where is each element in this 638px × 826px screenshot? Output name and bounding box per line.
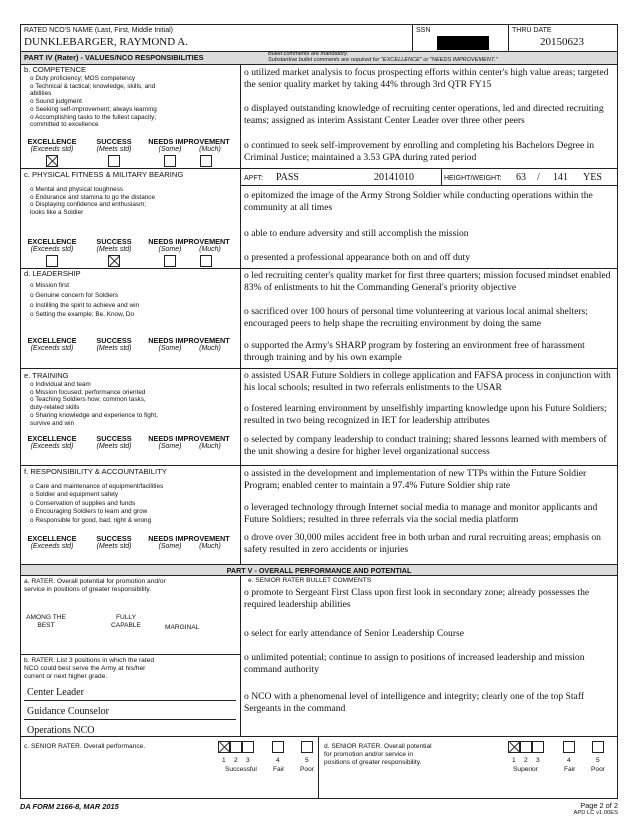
- rate-excellence: EXCELLENCE: [27, 434, 77, 443]
- fitness-items: [30, 186, 235, 217]
- form-version: APD LC v1.00ES: [573, 810, 618, 816]
- rate-excellence-sub: (Exceeds std): [30, 146, 74, 153]
- training-bullet-1: o assisted USAR Future Soldiers in college application and FAFSA process in conjunction with his local schools; resulted in two referrals enlistments to the USAR: [244, 370, 611, 393]
- fitness-bullet-1: o epitomized the image of the Army Strong Soldier while conducting operations within the community at all times: [244, 190, 593, 213]
- list-item: o Genuine concern for Soldiers: [30, 291, 119, 299]
- list-item: o Displaying confidence and enthusiasm;: [30, 201, 147, 209]
- page-number: Page 2 of 2: [580, 801, 618, 810]
- list-item: committed to excellence: [30, 121, 99, 129]
- competence-needs-some-checkbox[interactable]: [164, 155, 176, 167]
- rate-needs-much: (Much): [199, 443, 221, 450]
- marginal-label: MARGINAL: [165, 624, 200, 631]
- potential-word-poor: Poor: [591, 766, 605, 773]
- training-bullet-3: o selected by company leadership to conduct training; shared lessons learned with members of the unit showing a desire for higher level organizational success: [244, 434, 607, 457]
- fitness-success-checkbox[interactable]: [108, 255, 120, 267]
- rater-potential-label-2: service in positions of greater responsibility.: [24, 586, 152, 593]
- height-value: 63: [516, 172, 526, 183]
- senior-potential-label-2: for promotion and/or service in: [324, 751, 414, 758]
- form-number: DA FORM 2166-8, MAR 2015: [20, 802, 119, 811]
- fitness-needs-much-checkbox[interactable]: [200, 255, 212, 267]
- competence-items: [30, 75, 235, 129]
- height-weight-label: HEIGHT/WEIGHT:: [444, 175, 502, 182]
- part4-note1: Bullet comments are mandatory.: [268, 51, 349, 57]
- potential-num-3: 3: [536, 757, 540, 764]
- responsibility-bullet-1: o assisted in the development and implementation of new TTPs within the Future Soldier Program; enabled center to maintain a 97.4% Future Soldier ship rate: [244, 468, 587, 491]
- rate-excellence-sub: (Exceeds std): [30, 246, 74, 253]
- performance-word-fair: Fair: [273, 766, 285, 773]
- competence-success-checkbox[interactable]: [108, 155, 120, 167]
- leadership-title: d. LEADERSHIP: [24, 269, 81, 278]
- training-bullet-2: o fostered learning environment by unselfishly imparting knowledge upon his Future Soldiers; resulted in two being recognized in IET for leadership attributes: [244, 403, 607, 426]
- potential-box-3[interactable]: [532, 741, 544, 753]
- rate-excellence: EXCELLENCE: [27, 534, 77, 543]
- potential-word-fair: Fair: [564, 766, 576, 773]
- among-best-label: [24, 614, 68, 630]
- rate-success: SUCCESS: [96, 237, 132, 246]
- senior-potential-label-3: positions of greater responsibility.: [324, 759, 422, 766]
- list-item: o Conservation of supplies and funds: [30, 499, 136, 507]
- rate-success: SUCCESS: [96, 336, 132, 345]
- rater-potential-label-1: a. RATER. Overall potential for promotion and/or: [24, 578, 166, 585]
- part4-title: PART IV (Rater) - VALUES/NCO RESPONSIBILITIES: [24, 53, 204, 62]
- performance-word-poor: Poor: [300, 766, 314, 773]
- rate-needs-some: (Some): [158, 146, 182, 153]
- list-item: o Individual and team: [30, 381, 91, 388]
- rate-success: SUCCESS: [96, 137, 132, 146]
- potential-box-2[interactable]: [520, 741, 532, 753]
- rate-needs-much: (Much): [199, 146, 221, 153]
- list-item: looks like a Soldier: [30, 209, 84, 217]
- competence-bullet-2: o displayed outstanding knowledge of recruiting center operations, led and directed recruiting teams; assigned as interim Assistant Center Leader over three other peers: [244, 103, 604, 126]
- list-item: o Mission first: [30, 282, 70, 289]
- rater-positions-label-3: current or next higher grade.: [24, 673, 108, 680]
- list-item: o Duty proficiency; MOS competency: [30, 75, 136, 82]
- apft-date: 20141010: [374, 172, 414, 183]
- competence-needs-much-checkbox[interactable]: [200, 155, 212, 167]
- senior-bullet-1: o promote to Sergeant First Class upon first look in secondary zone; already possesses the required leadership abilities: [244, 587, 590, 610]
- potential-box-1[interactable]: [508, 741, 520, 753]
- weight-value: 141: [553, 172, 568, 183]
- rate-needs-some: (Some): [158, 543, 182, 550]
- competence-bullet-1: o utilized market analysis to focus prospecting efforts within center's high value areas; targeted the senior quality market by taking 44% through 3rd QTR FY15: [244, 67, 609, 90]
- training-title: e. TRAINING: [24, 371, 69, 380]
- list-item: o Mental and physical toughness: [30, 186, 124, 193]
- responsibility-bullet-3: o drove over 30,000 miles accident free in both urban and rural recruiting areas; emphasis on safety resulted in zero accidents or injuries: [244, 532, 601, 555]
- part5-title: PART V - OVERALL PERFORMANCE AND POTENTIAL: [226, 566, 412, 575]
- senior-bullet-4: o NCO with a phenomenal level of intelligence and integrity; clearly one of the top Staff Sergeants in the command: [244, 691, 585, 714]
- list-item: o Sharing knowledge and experience to fight,: [30, 411, 158, 419]
- hw-slash: /: [537, 172, 540, 183]
- rate-success-sub: (Meets std): [96, 543, 132, 550]
- thru-date-value: 20150623: [540, 36, 584, 48]
- list-item: o Encouraging Soldiers to learn and grow: [30, 508, 148, 516]
- rate-needs-much: (Much): [199, 345, 221, 352]
- performance-num-1: 1: [222, 757, 226, 764]
- rate-needs: NEEDS IMPROVEMENT: [148, 434, 230, 443]
- rate-needs-some: (Some): [158, 246, 182, 253]
- fitness-excellence-checkbox[interactable]: [46, 255, 58, 267]
- list-item: o Mission focused; performance oriented: [30, 388, 146, 396]
- ssn-label: SSN: [416, 27, 431, 34]
- performance-box-2[interactable]: [230, 741, 242, 753]
- list-item: o Responsible for good, bad, right & wrong: [30, 516, 152, 524]
- rate-needs: NEEDS IMPROVEMENT: [148, 534, 230, 543]
- apft-value: PASS: [276, 172, 299, 183]
- position-2: Guidance Counselor: [27, 706, 109, 717]
- list-item: o Technical & tactical; knowledge, skills, and: [30, 82, 156, 90]
- senior-potential-label-1: d. SENIOR RATER. Overall potential: [324, 743, 432, 750]
- rate-excellence-sub: (Exceeds std): [30, 345, 74, 352]
- potential-num-1: 1: [512, 757, 516, 764]
- performance-word-successful: Successful: [225, 766, 257, 773]
- competence-title: b. COMPETENCE: [24, 65, 87, 74]
- potential-num-4: 4: [567, 757, 571, 764]
- fitness-needs-some-checkbox[interactable]: [164, 255, 176, 267]
- list-item: o Instilling the spirit to achieve and win: [30, 301, 140, 309]
- performance-num-3: 3: [246, 757, 250, 764]
- rate-success-sub: (Meets std): [96, 246, 132, 253]
- rate-needs-much: (Much): [199, 543, 221, 550]
- fitness-title: c. PHYSICAL FITNESS & MILITARY BEARING: [24, 170, 184, 179]
- performance-box-5[interactable]: [301, 741, 313, 753]
- list-item: o Sound judgment: [30, 98, 82, 106]
- list-item: o Accomplishing tasks to the fullest capacity;: [30, 113, 157, 121]
- leadership-bullet-2: o sacrificed over 100 hours of personal time volunteering at various local animal shelters; encouraged peers to help shape the recruiting environment by doing the same: [244, 306, 588, 329]
- performance-box-3[interactable]: [242, 741, 254, 753]
- performance-box-1[interactable]: [218, 741, 230, 753]
- leadership-bullet-1: o led recruiting center's quality market for first three quarters; mission focused mindset enabled 83% of enlistments to hit the Commanding General's priority objective: [244, 270, 611, 293]
- list-item: abilities: [30, 90, 52, 98]
- potential-word-superior: Superior: [513, 766, 538, 773]
- rated-nco-name: DUNKLEBARGER, RAYMOND A.: [24, 36, 188, 48]
- list-item: o Soldier and equipment safety: [30, 491, 119, 499]
- senior-bullet-label: e. SENIOR RATER BULLET COMMENTS: [248, 577, 372, 584]
- fully-capable-label: [104, 614, 148, 630]
- senior-performance-label: c. SENIOR RATER. Overall performance.: [24, 743, 146, 750]
- best-text: BEST: [37, 622, 55, 629]
- rate-needs: NEEDS IMPROVEMENT: [148, 237, 230, 246]
- responsibility-bullet-2: o leveraged technology through Internet social media to manage and monitor applicants and Future Soldiers; resulted in three referrals via the social media platform: [244, 502, 598, 525]
- potential-num-2: 2: [524, 757, 528, 764]
- rate-success-sub: (Meets std): [96, 146, 132, 153]
- rate-needs: NEEDS IMPROVEMENT: [148, 137, 230, 146]
- ssn-redacted: [437, 36, 489, 50]
- hw-status: YES: [583, 172, 602, 183]
- rate-success: SUCCESS: [96, 534, 132, 543]
- competence-bullet-3: o continued to seek self-improvement by enrolling and completing his Bachelors Degree in Criminal Justice; maintained a 3.53 GPA during rated period: [244, 140, 595, 163]
- responsibility-title: f. RESPONSIBILITY & ACCOUNTABILITY: [24, 467, 167, 476]
- rate-needs: NEEDS IMPROVEMENT: [148, 336, 230, 345]
- training-items: [30, 381, 235, 427]
- rate-needs-some: (Some): [158, 443, 182, 450]
- senior-bullet-3: o unlimited potential; continue to assign to positions of increased leadership and mission command authority: [244, 652, 585, 675]
- list-item: duty-related skills: [30, 404, 80, 412]
- rate-success: SUCCESS: [96, 434, 132, 443]
- list-item: o Seeking self-improvement; always learning: [30, 105, 157, 113]
- performance-num-4: 4: [276, 757, 280, 764]
- list-item: o Teaching Soldiers how; common tasks,: [30, 396, 146, 404]
- list-item: o Care and maintenance of equipment/facilities: [30, 483, 164, 490]
- thru-date-label: THRU DATE: [512, 27, 552, 34]
- competence-excellence-checkbox[interactable]: [46, 155, 58, 167]
- rate-needs-some: (Some): [158, 345, 182, 352]
- fully-text: FULLY: [115, 614, 137, 621]
- senior-bullet-2: o select for early attendance of Senior Leadership Course: [244, 628, 465, 639]
- name-label: RATED NCO'S NAME (Last, First, Middle Initial): [24, 27, 174, 34]
- list-item: survive and win: [30, 419, 75, 427]
- performance-num-2: 2: [234, 757, 238, 764]
- rate-excellence: EXCELLENCE: [27, 336, 77, 345]
- rater-positions-label-1: b. RATER. List 3 positions in which the rated: [24, 657, 154, 664]
- performance-box-4[interactable]: [272, 741, 284, 753]
- rate-needs-much: (Much): [199, 246, 221, 253]
- position-3: Operations NCO: [27, 725, 95, 736]
- performance-num-5: 5: [305, 757, 309, 764]
- capable-text: CAPABLE: [111, 622, 141, 629]
- leadership-bullet-3: o supported the Army's SHARP program by fostering an environment free of harassment through training and by his own example: [244, 340, 585, 363]
- potential-num-5: 5: [596, 757, 600, 764]
- position-1: Center Leader: [27, 687, 84, 698]
- potential-box-5[interactable]: [592, 741, 604, 753]
- list-item: o Setting the example; Be, Know, Do: [30, 311, 135, 319]
- rate-success-sub: (Meets std): [96, 345, 132, 352]
- rate-success-sub: (Meets std): [96, 443, 132, 450]
- list-item: o Endurance and stamina to go the distance: [30, 193, 156, 201]
- leadership-items: [30, 281, 235, 320]
- rate-excellence: EXCELLENCE: [27, 137, 77, 146]
- responsibility-items: [30, 483, 235, 525]
- fitness-bullet-2: o able to endure adversity and still accomplish the mission: [244, 228, 469, 239]
- rate-excellence: EXCELLENCE: [27, 237, 77, 246]
- fitness-bullet-3: o presented a professional appearance both on and off duty: [244, 252, 470, 263]
- among-text: AMONG THE: [26, 614, 66, 621]
- potential-box-4[interactable]: [563, 741, 575, 753]
- rater-positions-label-2: NCO could best serve the Army at his/her: [24, 665, 146, 672]
- rate-excellence-sub: (Exceeds std): [30, 543, 74, 550]
- apft-label: APFT:: [244, 175, 264, 182]
- rate-excellence-sub: (Exceeds std): [30, 443, 74, 450]
- part4-note2: Substantive bullet comments are required for "EXCELLENCE" or "NEEDS IMPROVEMENT.": [268, 57, 498, 63]
